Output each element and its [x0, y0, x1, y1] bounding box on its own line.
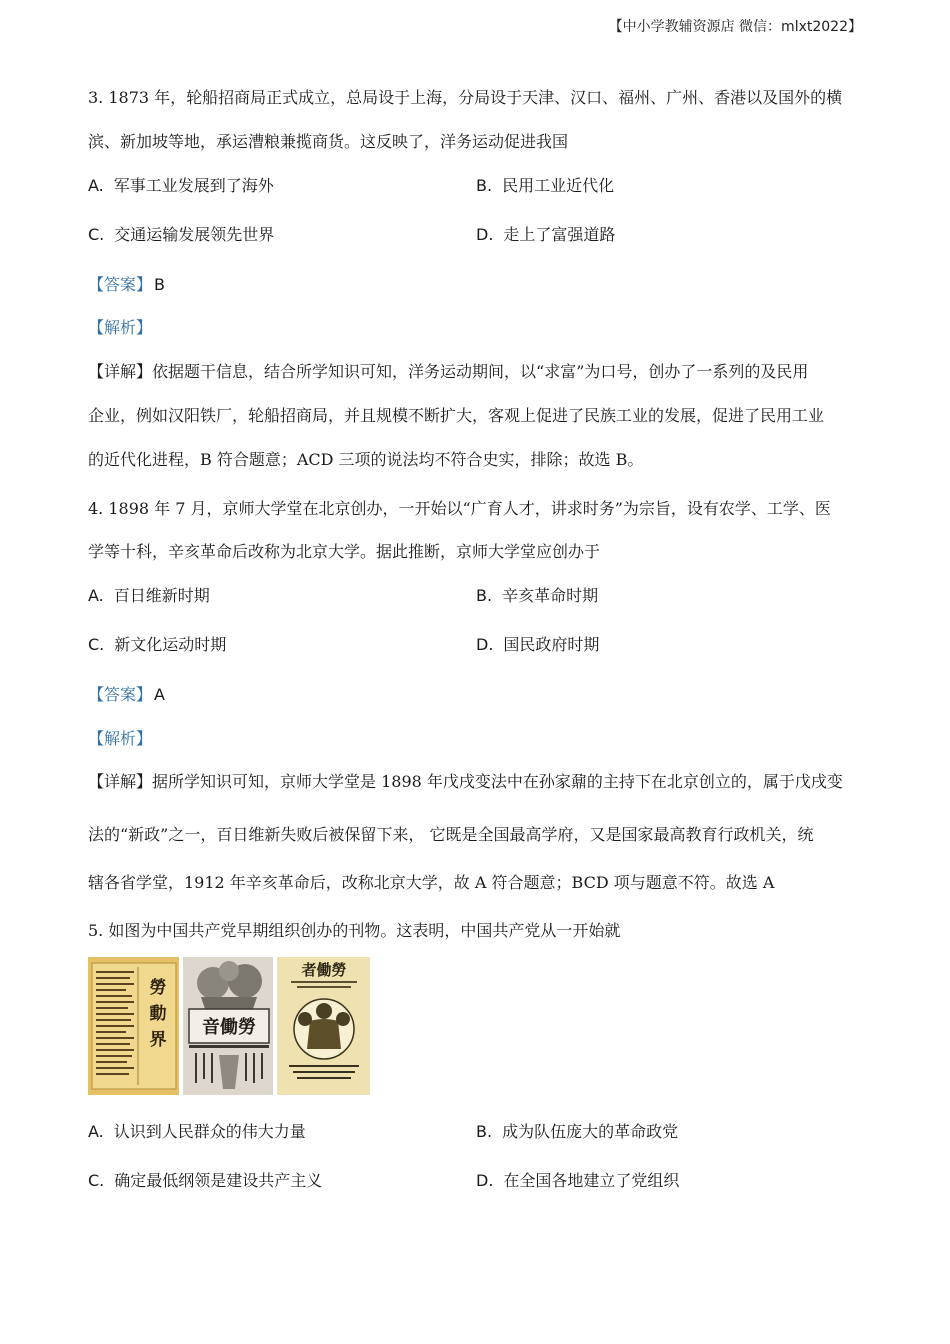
svg-text:動: 動	[149, 1004, 167, 1024]
q5-option-c	[88, 1170, 322, 1192]
q4-option-d	[476, 634, 599, 656]
q3-option-c	[88, 224, 274, 246]
option-letter: B.	[476, 1122, 493, 1141]
answer-tag: 【答案】	[88, 685, 153, 704]
q3-detail-line3: 的近代化进程，B 符合题意；ACD 三项的说法均不符合史实，排除；故选 B。	[88, 450, 644, 469]
option-text: 成为队伍庞大的革命政党	[502, 1122, 679, 1141]
detail-text: 据所学知识可知，京师大学堂是 1898 年戊戌变法中在孙家鼐的主持下在北京创立的，属于戊戌变	[152, 772, 843, 791]
q3-stem-line2: 滨、新加坡等地，承运漕粮兼揽商货。这反映了，洋务运动促进我国	[88, 132, 569, 151]
q4-option-b	[476, 585, 598, 607]
answer-value: B	[154, 275, 165, 294]
q3-detail-line2: 企业，例如汉阳铁厂，轮船招商局，并且规模不断扩大，客观上促进了民族工业的发展，促进了民用工业	[88, 406, 825, 425]
q4-option-a	[88, 585, 210, 607]
q4-stem-line1: 4. 1898 年 7 月，京师大学堂在北京创办，一开始以“广育人才，讲求时务”为宗旨，设有农学、工学、医	[88, 499, 831, 518]
option-letter: B.	[476, 176, 493, 195]
option-letter: A.	[88, 586, 104, 605]
analysis-tag: 【解析】	[88, 318, 153, 337]
option-text: 百日维新时期	[113, 586, 210, 605]
periodical-cover-1	[88, 957, 179, 1095]
periodical-title-3: 者働勞	[301, 961, 347, 979]
q5-periodicals-figure	[88, 957, 370, 1095]
option-letter: D.	[476, 1171, 494, 1190]
q3-analysis-tag	[88, 317, 152, 339]
q3-option-a	[88, 175, 274, 197]
detail-tag: 【详解】	[88, 362, 153, 381]
q5-option-b	[476, 1121, 678, 1143]
option-letter: C.	[88, 225, 105, 244]
q4-detail-line3: 辖各省学堂，1912 年辛亥革命后，改称北京大学，故 A 符合题意；BCD 项与题意不符。故选 A	[88, 873, 775, 892]
option-text: 国民政府时期	[503, 635, 600, 654]
option-text: 认识到人民群众的伟大力量	[113, 1122, 306, 1141]
option-letter: A.	[88, 1122, 104, 1141]
q4-option-c	[88, 634, 226, 656]
option-text: 在全国各地建立了党组织	[503, 1171, 680, 1190]
option-letter: C.	[88, 635, 105, 654]
answer-tag: 【答案】	[88, 275, 153, 294]
q3-detail-line1	[88, 361, 808, 383]
svg-text:界: 界	[149, 1030, 167, 1050]
option-text: 交通运输发展领先世界	[114, 225, 275, 244]
periodical-cover-2	[183, 957, 274, 1095]
option-letter: B.	[476, 586, 493, 605]
analysis-tag: 【解析】	[88, 729, 153, 748]
header-watermark: 【中小学教辅资源店 微信：mlxt2022】	[608, 19, 862, 35]
option-letter: D.	[476, 635, 494, 654]
option-text: 新文化运动时期	[114, 635, 227, 654]
answer-value: A	[154, 685, 165, 704]
q3-stem-line1: 3. 1873 年，轮船招商局正式成立，总局设于上海，分局设于天津、汉口、福州、广州、香港以及国外的横	[88, 88, 843, 107]
periodical-cover-2-image	[183, 957, 274, 1095]
q5-stem: 5. 如图为中国共产党早期组织创办的刊物。这表明，中国共产党从一开始就	[88, 921, 621, 940]
option-text: 民用工业近代化	[502, 176, 615, 195]
option-text: 军事工业发展到了海外	[113, 176, 274, 195]
q5-option-d	[476, 1170, 679, 1192]
option-letter: A.	[88, 176, 104, 195]
q5-option-a	[88, 1121, 306, 1143]
q4-detail-line2: 法的“新政”之一，百日维新失败后被保留下来， 它既是全国最高学府，又是国家最高教育行政机关，统	[88, 825, 814, 844]
q4-analysis-tag	[88, 728, 152, 750]
q4-answer	[88, 684, 165, 706]
option-text: 辛亥革命时期	[502, 586, 599, 605]
periodical-cover-3-image	[277, 957, 370, 1095]
option-text: 确定最低纲领是建设共产主义	[114, 1171, 323, 1190]
q3-option-d	[476, 224, 615, 246]
q4-detail-line1	[88, 771, 843, 793]
detail-tag: 【详解】	[88, 772, 153, 791]
option-letter: D.	[476, 225, 494, 244]
periodical-title-1: 勞	[149, 978, 167, 998]
periodical-cover-3	[277, 957, 370, 1095]
option-letter: C.	[88, 1171, 105, 1190]
option-text: 走上了富强道路	[503, 225, 616, 244]
q4-stem-line2: 学等十科，辛亥革命后改称为北京大学。据此推断，京师大学堂应创办于	[88, 542, 601, 561]
q3-answer	[88, 274, 165, 296]
periodical-cover-1-image	[88, 957, 179, 1095]
periodical-title-2: 音働勞	[201, 1017, 256, 1038]
q3-option-b	[476, 175, 614, 197]
detail-text: 依据题干信息，结合所学知识可知，洋务运动期间，以“求富”为口号，创办了一系列的及民用	[152, 362, 809, 381]
